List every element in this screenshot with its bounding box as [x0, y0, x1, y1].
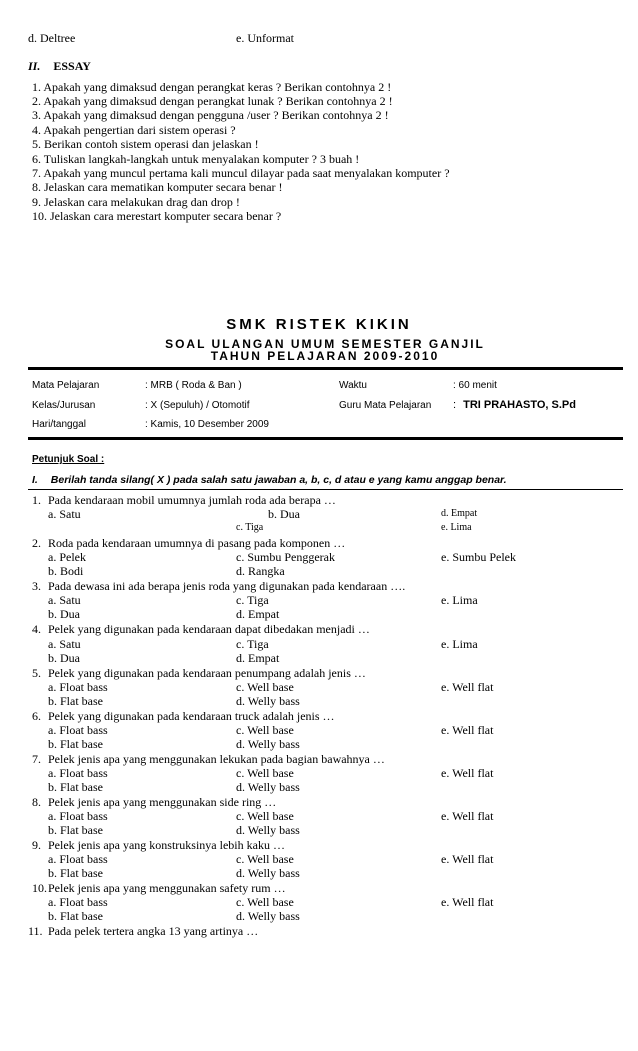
- teacher-label: Guru Mata Pelajaran: [339, 400, 432, 411]
- option-d[interactable]: d. Welly bass: [236, 694, 300, 708]
- option-c[interactable]: c. Well base: [236, 852, 294, 866]
- option-e[interactable]: e. Well flat: [441, 766, 494, 780]
- essay-number: II.: [28, 59, 41, 73]
- option-d[interactable]: d. Empat: [236, 651, 280, 665]
- option-b[interactable]: b. Flat base: [48, 694, 103, 708]
- essay-item: 3. Apakah yang dimaksud dengan pengguna /user ? Berikan contohnya 2 !: [32, 108, 389, 122]
- option-d[interactable]: d. Welly bass: [236, 780, 300, 794]
- option-c[interactable]: c. Well base: [236, 895, 294, 909]
- option-a[interactable]: a. Float bass: [48, 895, 108, 909]
- question-number: 1.: [32, 493, 41, 507]
- essay-item: 6. Tuliskan langkah-langkah untuk menyalakan komputer ? 3 buah !: [32, 152, 360, 166]
- option-c[interactable]: c. Tiga: [236, 593, 269, 607]
- exam-year: TAHUN PELAJARAN 2009-2010: [210, 349, 440, 363]
- essay-heading: [28, 59, 91, 74]
- question-text: Pada kendaraan mobil umumnya jumlah roda ada berapa …: [48, 493, 336, 507]
- question-number: 7.: [32, 752, 41, 766]
- option-d[interactable]: d. Welly bass: [236, 823, 300, 837]
- question-text: Pada dewasa ini ada berapa jenis roda yang digunakan pada kendaraan ….: [48, 579, 406, 593]
- question-number: 4.: [32, 622, 41, 636]
- option-c[interactable]: c. Well base: [236, 809, 294, 823]
- option-a[interactable]: a. Float bass: [48, 766, 108, 780]
- option-b[interactable]: b. Flat base: [48, 909, 103, 923]
- option-a[interactable]: a. Float bass: [48, 723, 108, 737]
- option-e[interactable]: e. Well flat: [441, 809, 494, 823]
- subject-value: : MRB ( Roda & Ban ): [145, 380, 242, 391]
- essay-item: 4. Apakah pengertian dari sistem operasi ?: [32, 123, 236, 137]
- class-value: : X (Sepuluh) / Otomotif: [145, 400, 250, 411]
- instructions-line: [32, 474, 506, 486]
- instructions-label: Petunjuk Soal :: [32, 454, 105, 465]
- essay-item: 5. Berikan contoh sistem operasi dan jelaskan !: [32, 137, 259, 151]
- option-e[interactable]: e. Well flat: [441, 680, 494, 694]
- option-c[interactable]: c. Well base: [236, 680, 294, 694]
- teacher-name: TRI PRAHASTO, S.Pd: [463, 399, 576, 411]
- question-number: 11.: [28, 924, 43, 938]
- option-e[interactable]: e. Sumbu Pelek: [441, 550, 516, 564]
- option-d[interactable]: d. Welly bass: [236, 737, 300, 751]
- option-a[interactable]: a. Float bass: [48, 852, 108, 866]
- class-label: Kelas/Jurusan: [32, 400, 96, 411]
- option-e[interactable]: e. Lima: [441, 637, 478, 651]
- option-b[interactable]: b. Flat base: [48, 737, 103, 751]
- essay-item: 1. Apakah yang dimaksud dengan perangkat keras ? Berikan contohnya 2 !: [32, 80, 392, 94]
- option-e[interactable]: e. Well flat: [441, 895, 494, 909]
- option-a[interactable]: a. Float bass: [48, 809, 108, 823]
- option-a[interactable]: a. Satu: [48, 593, 81, 607]
- top-option-e: e. Unformat: [236, 31, 294, 45]
- instructions-underline: [28, 489, 623, 490]
- option-b[interactable]: b. Flat base: [48, 866, 103, 880]
- option-c[interactable]: c. Well base: [236, 766, 294, 780]
- teacher-field: [453, 399, 576, 411]
- essay-item: 8. Jelaskan cara mematikan komputer secara benar !: [32, 180, 283, 194]
- option-b[interactable]: b. Flat base: [48, 780, 103, 794]
- question-text: Pelek jenis apa yang menggunakan side ring …: [48, 795, 277, 809]
- option-a[interactable]: a. Satu: [48, 507, 81, 521]
- info-divider: [28, 437, 623, 440]
- section-number: I.: [32, 474, 38, 486]
- option-a[interactable]: a. Satu: [48, 637, 81, 651]
- essay-item: 2. Apakah yang dimaksud dengan perangkat lunak ? Berikan contohnya 2 !: [32, 94, 393, 108]
- essay-item: 9. Jelaskan cara melakukan drag dan drop !: [32, 195, 240, 209]
- question-text: Pelek jenis apa yang menggunakan lekukan pada bagian bawahnya …: [48, 752, 385, 766]
- option-c[interactable]: c. Tiga: [236, 637, 269, 651]
- option-a[interactable]: a. Float bass: [48, 680, 108, 694]
- instructions-text: Berilah tanda silang( X ) pada salah satu jawaban a, b, c, d atau e yang kamu anggap benar.: [50, 474, 507, 486]
- option-c[interactable]: c. Sumbu Penggerak: [236, 550, 335, 564]
- teacher-colon: :: [453, 399, 457, 411]
- option-a[interactable]: a. Pelek: [48, 550, 86, 564]
- essay-title: ESSAY: [53, 59, 91, 73]
- question-number: 2.: [32, 536, 41, 550]
- essay-item: 7. Apakah yang muncul pertama kali muncul dilayar pada saat menyalakan komputer ?: [32, 166, 450, 180]
- question-number: 10.: [32, 881, 47, 895]
- question-number: 8.: [32, 795, 41, 809]
- date-value: : Kamis, 10 Desember 2009: [145, 419, 269, 430]
- option-b[interactable]: b. Dua: [48, 607, 80, 621]
- time-value: : 60 menit: [453, 380, 497, 391]
- question-text: Pada pelek tertera angka 13 yang artinya …: [48, 924, 259, 938]
- option-e[interactable]: e. Lima: [441, 522, 472, 533]
- option-d[interactable]: d. Welly bass: [236, 866, 300, 880]
- option-b[interactable]: b. Flat base: [48, 823, 103, 837]
- exam-title: SOAL ULANGAN UMUM SEMESTER GANJIL: [165, 337, 485, 351]
- option-b[interactable]: b. Dua: [48, 651, 80, 665]
- option-d[interactable]: d. Welly bass: [236, 909, 300, 923]
- question-number: 6.: [32, 709, 41, 723]
- option-e[interactable]: e. Well flat: [441, 723, 494, 737]
- time-label: Waktu: [339, 380, 367, 391]
- option-c[interactable]: c. Tiga: [236, 522, 264, 533]
- question-text: Roda pada kendaraan umumnya di pasang pada komponen …: [48, 536, 346, 550]
- option-d[interactable]: d. Rangka: [236, 564, 285, 578]
- school-name: SMK RISTEK KIKIN: [226, 316, 412, 333]
- option-b[interactable]: b. Dua: [268, 507, 300, 521]
- option-d[interactable]: d. Empat: [441, 508, 478, 519]
- option-b[interactable]: b. Bodi: [48, 564, 84, 578]
- question-text: Pelek jenis apa yang konstruksinya lebih kaku …: [48, 838, 285, 852]
- option-c[interactable]: c. Well base: [236, 723, 294, 737]
- option-e[interactable]: e. Well flat: [441, 852, 494, 866]
- option-e[interactable]: e. Lima: [441, 593, 478, 607]
- option-d[interactable]: d. Empat: [236, 607, 280, 621]
- question-text: Pelek jenis apa yang menggunakan safety rum …: [48, 881, 286, 895]
- question-number: 3.: [32, 579, 41, 593]
- question-number: 9.: [32, 838, 41, 852]
- question-number: 5.: [32, 666, 41, 680]
- date-label: Hari/tanggal: [32, 419, 86, 430]
- question-text: Pelek yang digunakan pada kendaraan penumpang adalah jenis …: [48, 666, 366, 680]
- subject-label: Mata Pelajaran: [32, 380, 100, 391]
- question-text: Pelek yang digunakan pada kendaraan truck adalah jenis …: [48, 709, 335, 723]
- top-option-d: d. Deltree: [28, 31, 76, 45]
- header-divider: [28, 367, 623, 370]
- question-text: Pelek yang digunakan pada kendaraan dapat dibedakan menjadi …: [48, 622, 370, 636]
- essay-item: 10. Jelaskan cara merestart komputer secara benar ?: [32, 209, 282, 223]
